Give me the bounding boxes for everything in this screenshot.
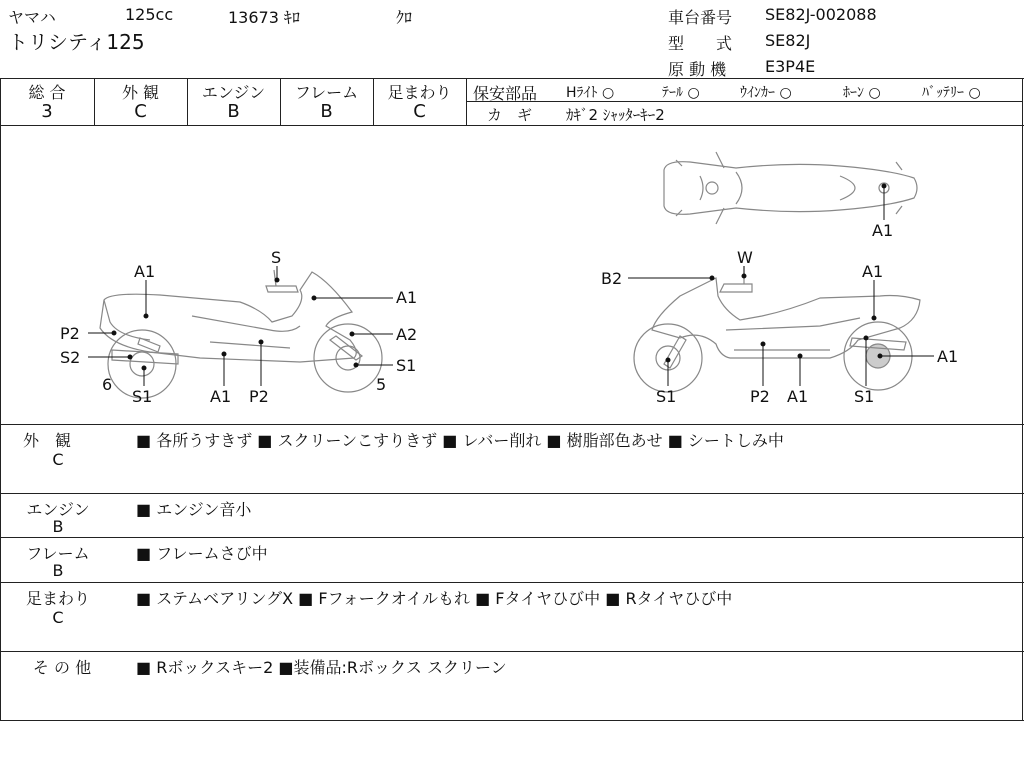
- safety-item-label: ｳｲﾝｶｰ: [740, 85, 775, 101]
- safety-item-label: Hﾗｲﾄ: [566, 85, 598, 101]
- damage-code-label: S1: [396, 356, 417, 375]
- damage-code-label: P2: [60, 324, 80, 343]
- grade-frame-label: フレーム: [294, 83, 359, 102]
- damage-code-label: A2: [396, 325, 418, 344]
- damage-code-label: A1: [872, 221, 894, 240]
- scooter-left-side-view: [100, 270, 382, 398]
- note-frame-text: ■ フレームさび中: [136, 544, 268, 563]
- damage-code-label: A1: [134, 262, 156, 281]
- note-suspension-label: 足まわり: [25, 589, 90, 608]
- note-engine-label: エンジン: [26, 500, 90, 519]
- grade-suspension-value: C: [413, 101, 426, 122]
- note-exterior-text: ■ 各所うすきず ■ スクリーンこすりきず ■ レバー削れ ■ 樹脂部色あせ ■ シートしみ中: [136, 431, 784, 450]
- grade-suspension-label: 足まわり: [387, 83, 452, 102]
- note-suspension-text: ■ ステムベアリングX ■ Fフォークオイルもれ ■ Fタイヤひび中 ■ Rタイヤひび中: [136, 589, 733, 608]
- engine-label: 原 動 機: [668, 60, 727, 79]
- damage-code-label: S1: [656, 387, 677, 406]
- grade-exterior-value: C: [134, 101, 147, 122]
- safety-label: 保安部品: [473, 84, 538, 103]
- status-circle: ○: [687, 85, 700, 101]
- key-label: カ ギ: [487, 106, 533, 124]
- note-other-text: ■ Rボックスキー2 ■装備品:Rボックス スクリーン: [136, 658, 507, 677]
- grade-overall-label: 総 合: [28, 83, 66, 102]
- note-exterior-label: 外 観: [22, 431, 71, 450]
- grade-engine-value: B: [227, 101, 240, 122]
- frame-no-label: 車台番号: [668, 8, 733, 27]
- damage-code-label: 5: [376, 375, 387, 394]
- damage-code-label: P2: [750, 387, 770, 406]
- safety-item-label: ﾃｰﾙ: [662, 85, 683, 101]
- engine-value: E3P4E: [765, 57, 816, 76]
- status-circle: ○: [601, 85, 615, 101]
- status-circle: ○: [968, 85, 981, 101]
- damage-code-label: A1: [396, 288, 418, 307]
- callout-lines: [88, 184, 934, 386]
- mileage: 13673 ｷﾛ: [228, 8, 300, 27]
- safety-item-label: ﾊﾞｯﾃﾘｰ: [922, 85, 964, 101]
- damage-code-label: B2: [601, 269, 623, 288]
- damage-code-label: S1: [132, 387, 153, 406]
- type-label: 型 式: [668, 34, 733, 53]
- damage-code-label: S1: [854, 387, 875, 406]
- note-engine-text: ■ エンジン音小: [136, 500, 252, 519]
- type-value: SE82J: [765, 31, 811, 50]
- maker: ヤマハ: [8, 8, 56, 27]
- frame-no: SE82J-002088: [765, 5, 877, 24]
- damage-code-label: S: [271, 248, 282, 267]
- damage-code-label: W: [737, 248, 753, 267]
- note-suspension-grade: C: [52, 608, 64, 627]
- scooter-top-view: [664, 152, 917, 224]
- damage-code-label: 6: [102, 375, 113, 394]
- safety-item-label: ﾎｰﾝ: [843, 85, 864, 101]
- grade-engine-label: エンジン: [201, 83, 266, 102]
- damage-code-label: A1: [787, 387, 809, 406]
- color: ｸﾛ: [396, 8, 413, 27]
- grade-exterior-label: 外 観: [121, 83, 160, 102]
- note-frame-grade: B: [52, 561, 64, 580]
- note-other-label: そ の 他: [32, 658, 92, 677]
- note-frame-label: フレーム: [26, 544, 90, 563]
- grade-overall-value: 3: [41, 101, 53, 122]
- key-value: ｶｷﾞ2 ｼｬｯﾀｰｷｰ2: [566, 106, 665, 124]
- damage-code-label: S2: [60, 348, 81, 367]
- damage-code-label: P2: [249, 387, 269, 406]
- status-circle: ○: [868, 85, 881, 101]
- damage-codes: [60, 221, 958, 406]
- status-circle: ○: [779, 85, 792, 101]
- note-engine-grade: B: [52, 517, 64, 536]
- grade-frame-value: B: [320, 101, 333, 122]
- model-name: トリシティ125: [8, 30, 145, 54]
- damage-code-label: A1: [937, 347, 959, 366]
- damage-code-label: A1: [210, 387, 232, 406]
- damage-code-label: A1: [862, 262, 884, 281]
- displacement: 125cc: [125, 5, 174, 24]
- note-exterior-grade: C: [52, 450, 64, 469]
- scooter-right-side-view: [634, 266, 920, 392]
